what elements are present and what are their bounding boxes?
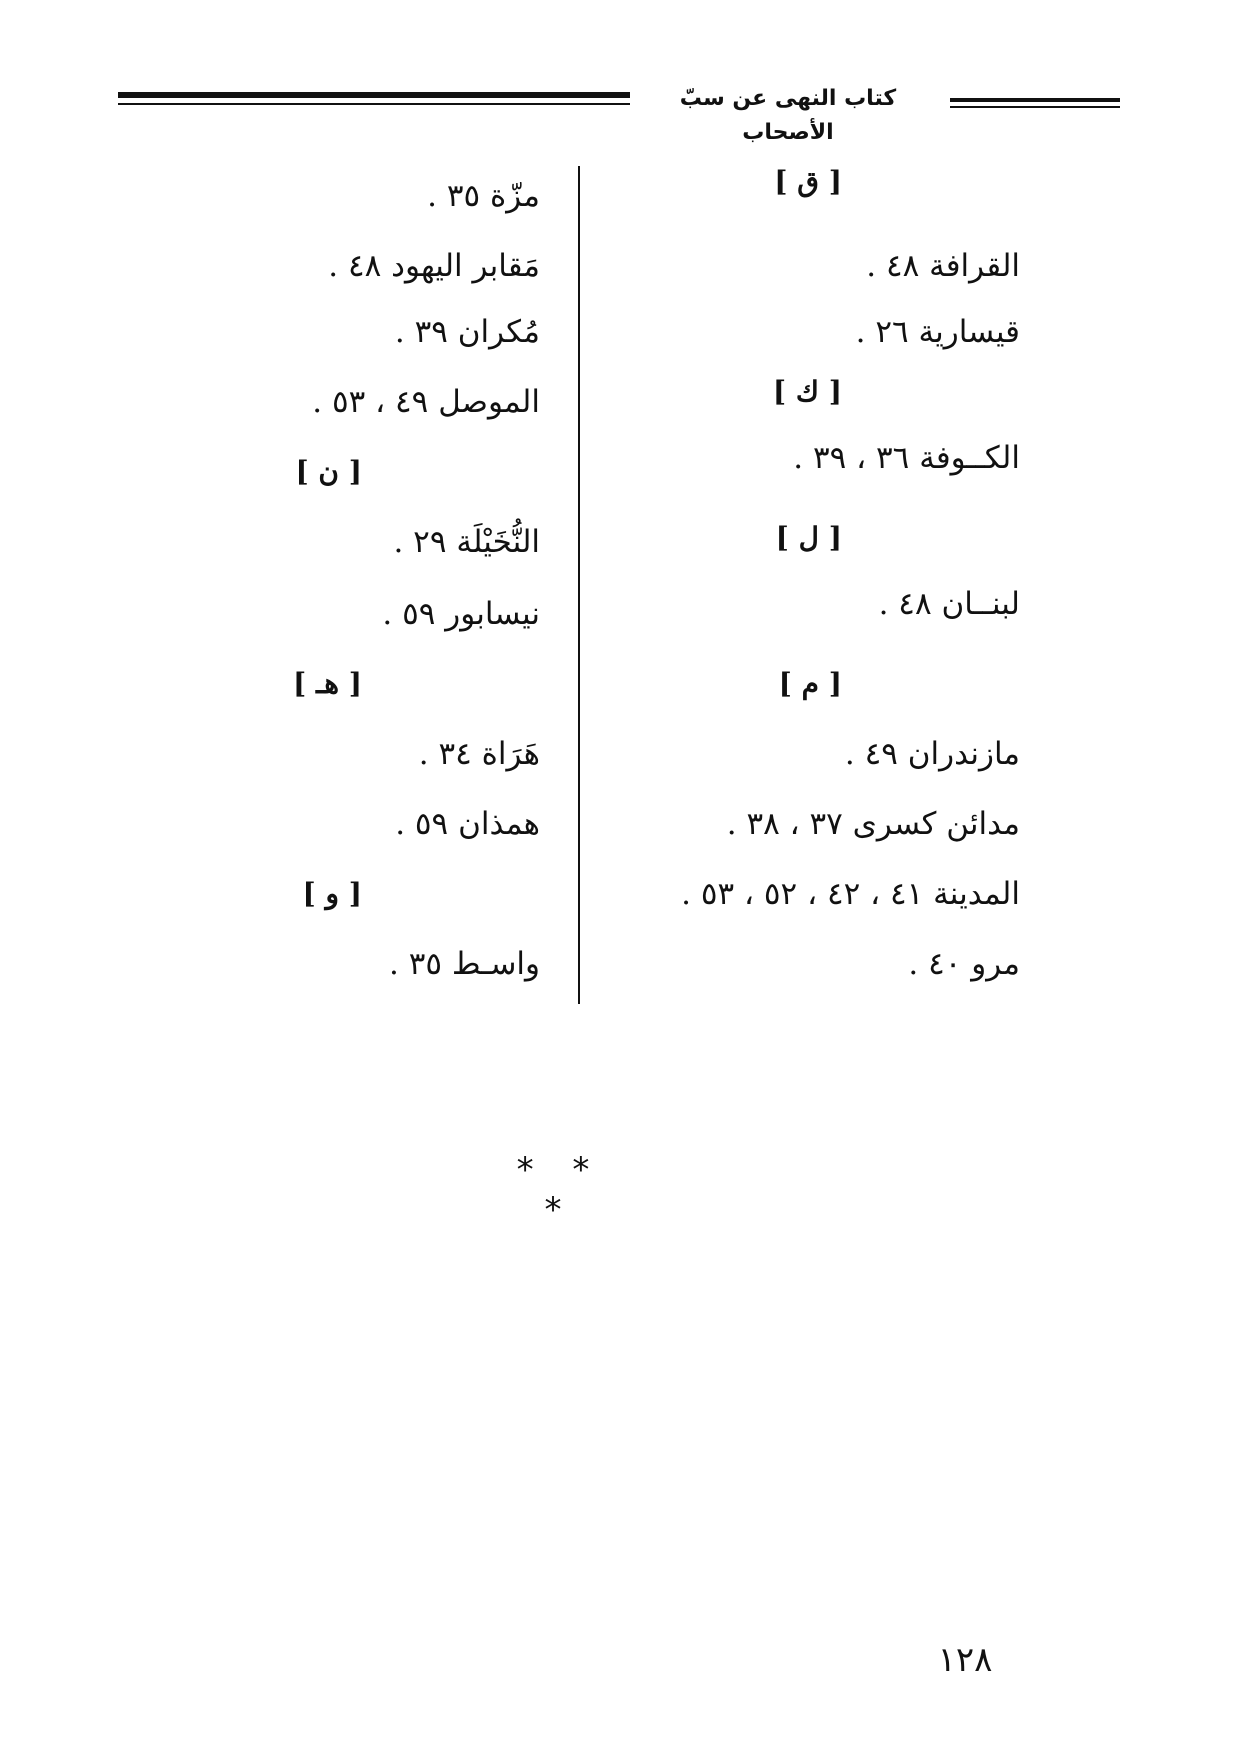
index-entry: قيسارية ٢٦ . <box>855 314 1020 350</box>
letter-heading-qaf: [ ق ] <box>774 165 842 198</box>
header-rule-left-bottom <box>118 103 630 105</box>
index-entry: مُكران ٣٩ . <box>394 314 540 350</box>
index-entry: النُّخَيْلَة ٢٩ . <box>393 524 540 560</box>
letter-heading-ha: [ هـ ] <box>293 667 362 700</box>
letter-heading-kaf: [ ك ] <box>772 375 842 408</box>
index-entry: المدينة ٤١ ، ٤٢ ، ٥٢ ، ٥٣ . <box>681 876 1020 912</box>
header-rule-left-top <box>118 92 630 98</box>
letter-heading-waw: [ و ] <box>302 877 362 910</box>
index-entry: مدائن كسرى ٣٧ ، ٣٨ . <box>726 806 1020 842</box>
index-entry: الموصل ٤٩ ، ٥٣ . <box>312 384 540 420</box>
column-divider <box>578 166 580 1004</box>
page-number: ١٢٨ <box>937 1640 993 1680</box>
letter-heading-mim: [ م ] <box>778 667 842 700</box>
section-separator: * * * <box>516 1150 604 1230</box>
index-entry: مرو ٤٠ . <box>908 946 1020 982</box>
index-entry: همذان ٥٩ . <box>395 806 540 842</box>
index-entry: لبنــان ٤٨ . <box>878 586 1020 622</box>
letter-heading-nun: [ ن ] <box>295 455 362 488</box>
header-rule-right-bottom <box>950 106 1120 108</box>
header-title: كتاب النهى عن سبّ الأصحاب <box>679 86 897 145</box>
index-entry: مَقابر اليهود ٤٨ . <box>328 248 540 284</box>
index-entry: مازندران ٤٩ . <box>844 736 1020 772</box>
index-entry: واسـط ٣٥ . <box>389 946 540 982</box>
index-entry: هَرَاة ٣٤ . <box>418 736 540 772</box>
index-entry: القرافة ٤٨ . <box>866 248 1020 284</box>
header-rule-right-top <box>950 98 1120 102</box>
index-entry: مزّة ٣٥ . <box>427 178 540 214</box>
index-entry: نيسابور ٥٩ . <box>382 596 540 632</box>
index-entry: الكــوفة ٣٦ ، ٣٩ . <box>793 440 1020 476</box>
letter-heading-lam: [ ل ] <box>775 521 842 554</box>
